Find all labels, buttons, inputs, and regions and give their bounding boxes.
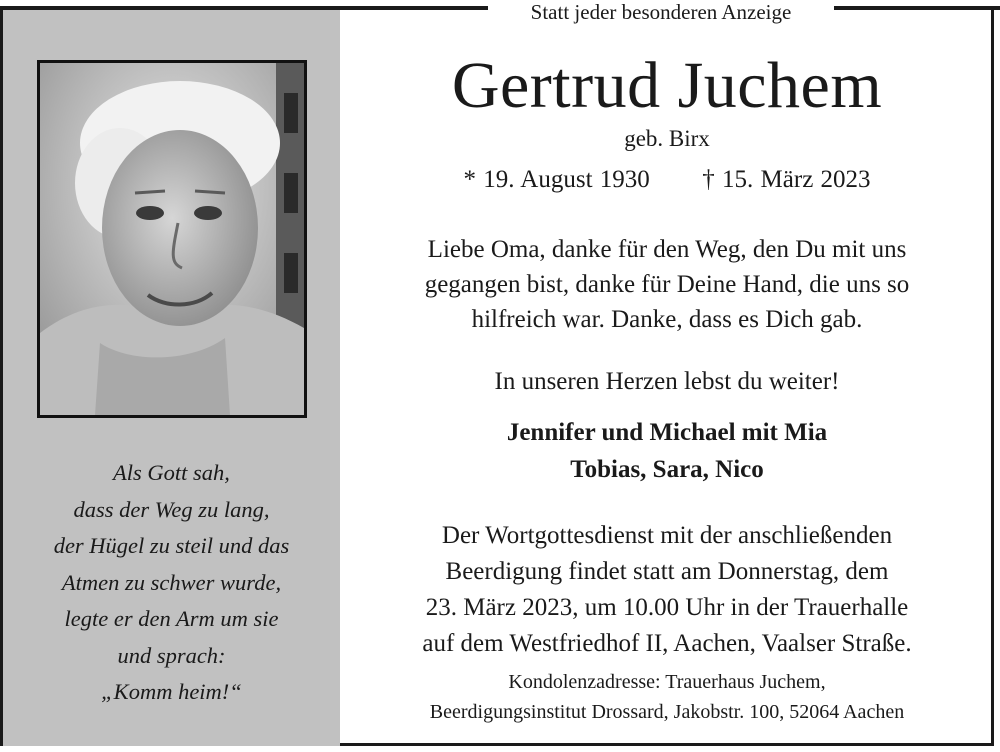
poem-line: und sprach: bbox=[117, 642, 226, 668]
condolence-address bbox=[340, 667, 994, 727]
poem bbox=[3, 455, 340, 711]
condolence-line: Beerdigungsinstitut Drossard, Jakobstr. 100, 52064 Aachen bbox=[429, 701, 905, 723]
family-line: Jennifer und Michael mit Mia bbox=[506, 419, 828, 446]
poem-line: dass der Weg zu lang, bbox=[73, 496, 270, 522]
life-dates bbox=[340, 166, 994, 194]
poem-line: Atmen zu schwer wurde, bbox=[61, 569, 282, 595]
service-line: 23. März 2023, um 10.00 Uhr in der Trauerhalle bbox=[425, 594, 909, 621]
poem-line: „Komm heim!“ bbox=[101, 679, 242, 704]
family-line: Tobias, Sara, Nico bbox=[570, 456, 764, 483]
family-names bbox=[340, 414, 994, 488]
portrait-image bbox=[40, 63, 304, 415]
top-rule-right bbox=[834, 6, 1000, 10]
portrait-photo bbox=[37, 60, 307, 418]
service-line: Der Wortgottesdienst mit der anschließenden bbox=[441, 522, 893, 549]
service-line: Beerdigung findet statt am Donnerstag, dem bbox=[445, 558, 889, 585]
service-line: auf dem Westfriedhof II, Aachen, Vaalser Straße. bbox=[422, 630, 912, 657]
message-line: hilfreich war. Danke, dass es Dich gab. bbox=[471, 306, 863, 333]
birth-date: * 19. August 1930 bbox=[463, 166, 650, 193]
message-line: gegangen bist, danke für Deine Hand, die uns so bbox=[424, 271, 910, 298]
notice-header: Statt jeder besonderen Anzeige bbox=[530, 0, 792, 24]
service-info bbox=[340, 518, 994, 662]
closing-line: In unseren Herzen lebst du weiter! bbox=[494, 368, 840, 395]
farewell-message bbox=[340, 232, 994, 337]
poem-line: legte er den Arm um sie bbox=[64, 606, 279, 631]
deceased-name: Gertrud Juchem bbox=[451, 49, 883, 122]
condolence-line: Kondolenzadresse: Trauerhaus Juchem, bbox=[508, 671, 826, 693]
poem-line: Als Gott sah, bbox=[113, 460, 230, 485]
maiden-name: geb. Birx bbox=[624, 126, 710, 151]
poem-line: der Hügel zu steil und das bbox=[53, 533, 290, 558]
message-line: Liebe Oma, danke für den Weg, den Du mit uns bbox=[427, 236, 907, 263]
death-date: † 15. März 2023 bbox=[702, 166, 871, 193]
